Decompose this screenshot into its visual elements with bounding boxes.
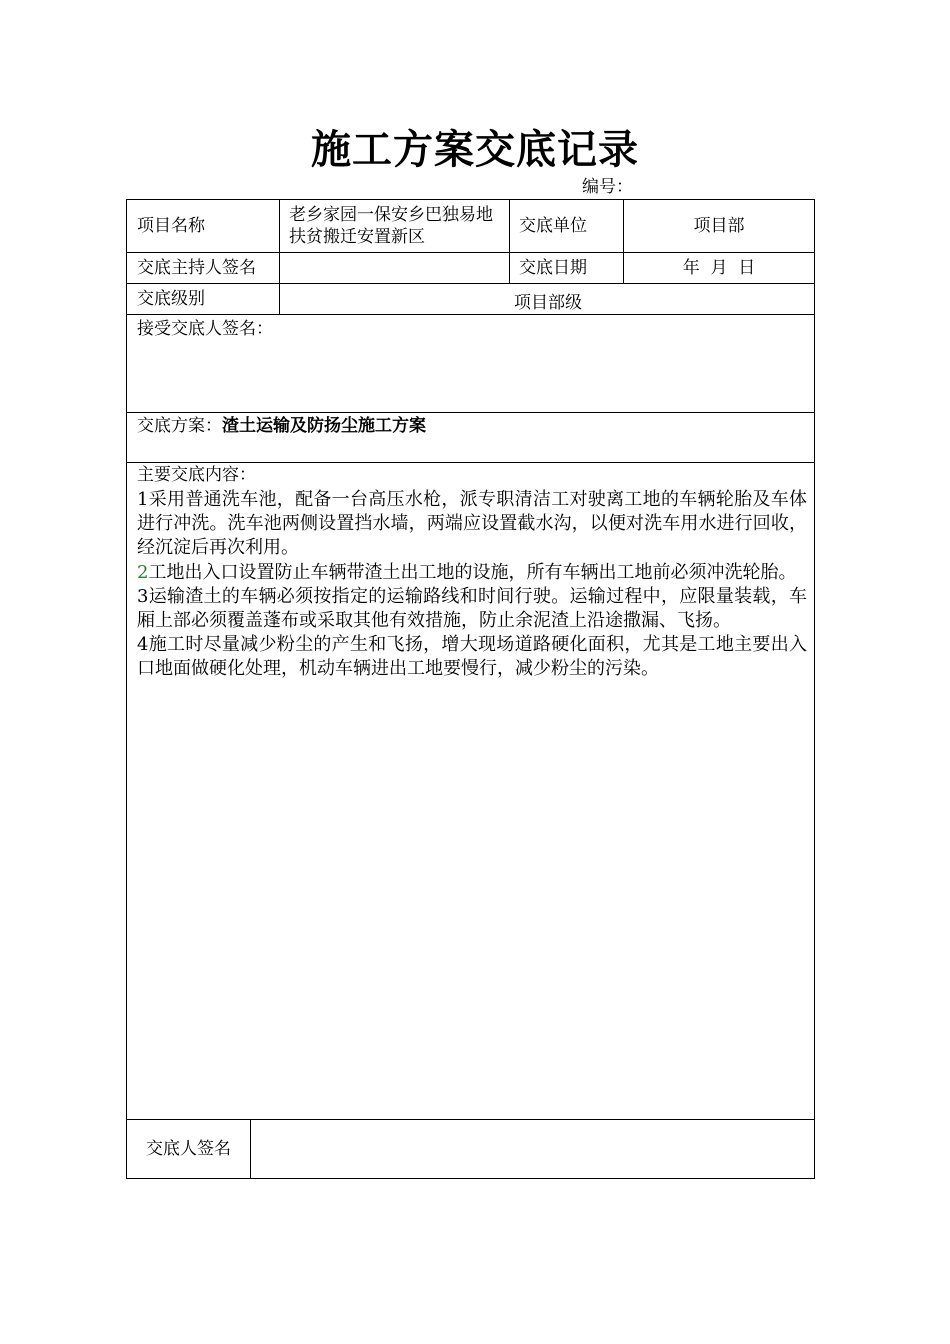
- item-number: 3: [137, 585, 149, 607]
- item-text: 采用普通洗车池，配备一台高压水枪，派专职清洁工对驶离工地的车辆轮胎及车体进行冲洗。洗车池两侧设置挡水墙，两端应设置截水沟，以便对洗车用水进行回收，经沉淀后再次利用。: [137, 489, 807, 559]
- receiver-signature-label: 接受交底人签名：: [137, 319, 273, 339]
- discloser-signature-field[interactable]: [251, 1120, 814, 1178]
- level-label: 交底级别: [137, 289, 205, 309]
- level-value: 项目部级: [514, 293, 582, 313]
- content-list: [137, 488, 807, 682]
- list-item: [137, 488, 807, 561]
- document-title: 施工方案交底记录: [311, 126, 639, 173]
- discloser-signature-label: 交底人签名: [146, 1139, 231, 1159]
- plan-row: [137, 413, 807, 461]
- disclosure-unit-label: 交底单位: [519, 216, 587, 236]
- item-text: 运输渣土的车辆必须按指定的运输路线和时间行驶。运输过程中，应限量装载，车厢上部必须覆盖蓬布或采取其他有效措施，防止余泥渣上沿途撒漏、飞扬。: [137, 585, 807, 632]
- list-item: [137, 585, 807, 633]
- list-item: [137, 561, 807, 585]
- item-number: 2: [137, 561, 149, 583]
- item-text: 施工时尽量减少粉尘的产生和飞扬，增大现场道路硬化面积，尤其是工地主要出入口地面做硬化处理，机动车辆进出工地要慢行，减少粉尘的污染。: [137, 634, 807, 680]
- document-number-label: 编号：: [582, 177, 633, 197]
- item-text: 工地出入口设置防止车辆带渣土出工地的设施，所有车辆出工地前必须冲洗轮胎。: [148, 561, 797, 583]
- disclosure-unit-value: 项目部: [693, 216, 745, 236]
- receiver-signature-area[interactable]: [137, 342, 806, 410]
- list-item: [137, 633, 807, 681]
- host-signature-field[interactable]: [289, 253, 507, 283]
- content-label: 主要交底内容：: [137, 465, 256, 485]
- item-number: 1: [137, 489, 149, 510]
- plan-value: 渣土运输及防扬尘施工方案: [222, 416, 426, 436]
- plan-label: 交底方案：: [137, 416, 222, 436]
- project-name-label: 项目名称: [137, 216, 205, 236]
- column-divider: [509, 200, 510, 283]
- disclosure-date-value[interactable]: 年 月 日: [682, 258, 756, 278]
- host-signature-label: 交底主持人签名: [137, 258, 256, 278]
- project-name-value: 老乡家园一保安乡巴独易地扶贫搬迁安置新区: [289, 205, 493, 247]
- disclosure-record-table: [126, 199, 815, 1179]
- disclosure-date-label: 交底日期: [519, 258, 587, 278]
- item-number: 4: [137, 634, 149, 656]
